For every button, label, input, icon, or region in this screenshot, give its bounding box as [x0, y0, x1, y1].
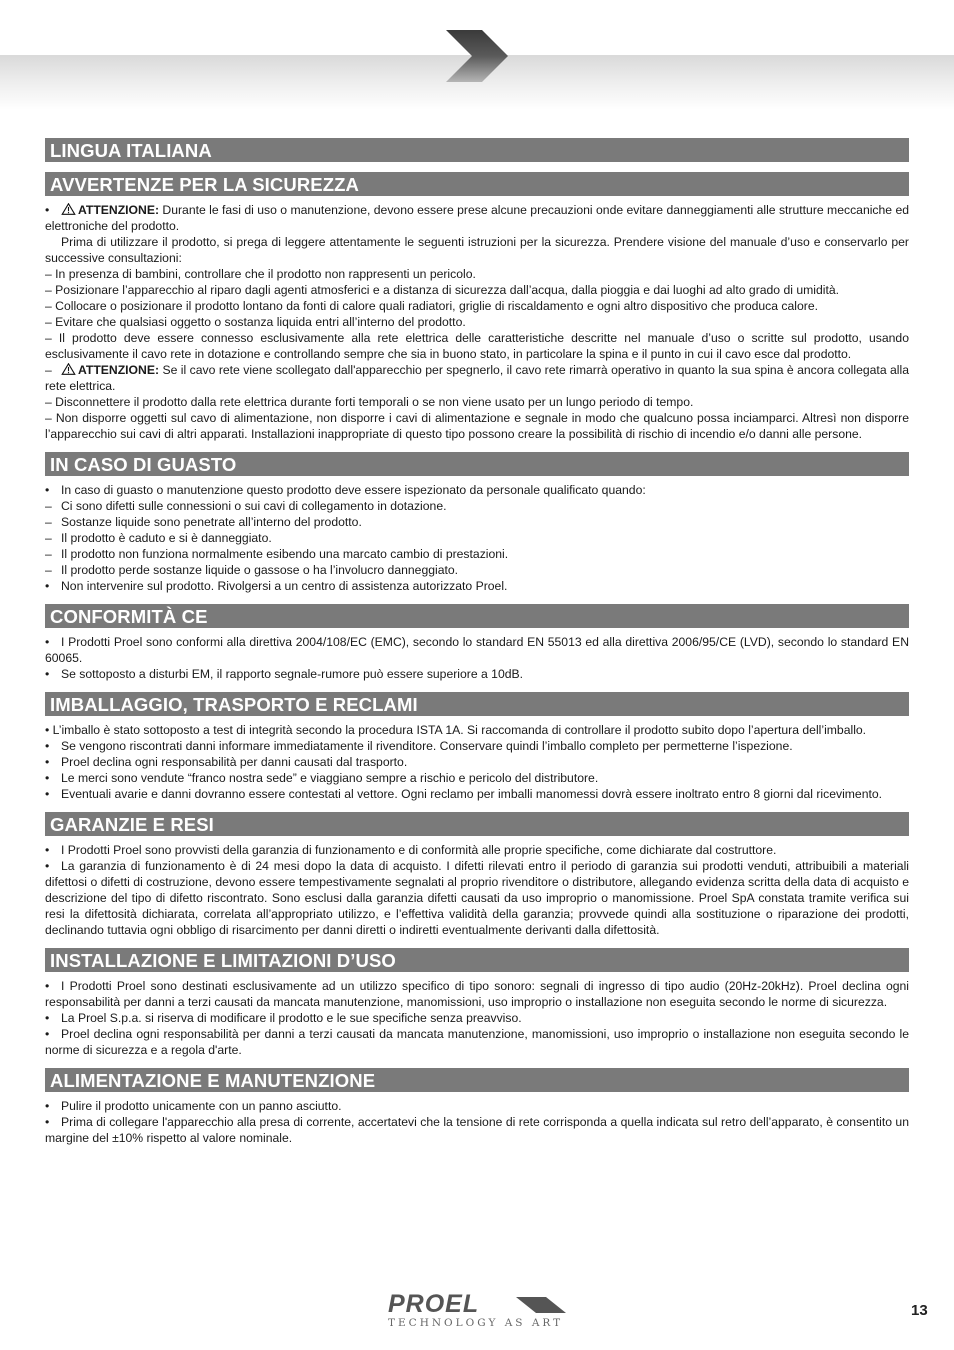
- list-item: • Pulire il prodotto unicamente con un panno asciutto.: [45, 1099, 342, 1113]
- list-item: • I Prodotti Proel sono destinati esclusivamente ad un utilizzo specifico di tipo sonoro: segnali di ingresso di tipo audio (20Hz-20kHz). Proel declina ogni responsabilità per danni a terzi causati da mancata manutenzione, manomissioni, uso improprio o installazione non eseguita secondo le norme di sicurezza.: [45, 979, 909, 1009]
- list-item: – Il prodotto perde sostanze liquide o gassose o ha l’involucro danneggiato.: [45, 563, 459, 577]
- list-item: • Proel declina ogni responsabilità per danni a terzi causati da mancata manutenzione, manomissioni, uso improprio o installazione non eseguita secondo le norme di sicurezza e a regola d'arte.: [45, 1027, 909, 1057]
- section-header-guasto: IN CASO DI GUASTO: [45, 452, 909, 476]
- logo-swoosh-icon: [516, 1295, 568, 1315]
- list-item: – Ci sono difetti sulle connessioni o sui cavi di collegamento in dotazione.: [45, 499, 447, 513]
- warning-icon: [61, 203, 76, 215]
- attenzione-paragraph: • ATTENZIONE: Durante le fasi di uso o manutenzione, devono essere prese alcune precauzioni onde evitare danneggiamenti alle strutture meccaniche ed elettroniche del prodotto.: [45, 203, 910, 233]
- list-item: • La Proel S.p.a. si riserva di modificare il prodotto e le sue specifiche senza preavviso.: [45, 1011, 522, 1025]
- list-item: – Non disporre oggetti sul cavo di alimentazione, non disporre i cavi di alimentazione e segnale in modo che qualcuno possa inciamparci. Altresì non disporre l’apparecchio sui cavi di altri apparati. Installazioni inappropriate di questo tipo possono creare la possibilità di rischio di incendio e/o danni alle persone.: [45, 411, 909, 441]
- section-header-alimentazione: ALIMENTAZIONE E MANUTENZIONE: [45, 1068, 909, 1092]
- list-item: • I Prodotti Proel sono conformi alla direttiva 2004/108/EC (EMC), secondo lo standard EN 55013 ed alla direttiva 2006/95/CE (LVD), secondo lo standard EN 60065.: [45, 635, 909, 665]
- garanzie-list: [45, 842, 909, 938]
- section-header-conformita: CONFORMITÀ CE: [45, 604, 909, 628]
- list-item: • In caso di guasto o manutenzione questo prodotto deve essere ispezionato da personale qualificato quando:: [45, 483, 646, 497]
- list-item: – Il prodotto è caduto e si è danneggiato.: [45, 531, 272, 545]
- list-item: – Posizionare l’apparecchio al riparo dagli agenti atmosferici e a distanza di sicurezza dall’acqua, dalla pioggia e dai luoghi ad alto grado di umidità.: [45, 283, 840, 297]
- list-item: • La garanzia di funzionamento è di 24 mesi dopo la data di acquisto. I difetti rilevati entro il periodo di garanzia sui prodotti venduti, attribuibili a materiali difettosi o difetti di costruzione, devono essere tempestivamente segnalati al proprio rivenditore o distributore, allegando evidenza scritta della data di acquisto e descrizione del tipo di difetto riscontrato. Sono esclusi dalla garanzia difetti causati da uso improprio o manomissione. Proel SpA constata tramite verifica sui resi la difettosità dichiarata, correlata all’appropriato utilizzo, e l’effettiva validità della garanzia; provvede quindi alla sostituzione o riparazione dei prodotti, declinando tuttavia ogni obbligo di risarcimento per danni diretti o indiretti eventualmente derivanti dalla difettosità.: [45, 859, 909, 937]
- list-item: • Se sottoposto a disturbi EM, il rapporto segnale-rumore può essere superiore a 10dB.: [45, 667, 524, 681]
- list-item: • Le merci sono vendute “franco nostra sede” e viaggiano sempre a rischio e pericolo del distributore.: [45, 771, 599, 785]
- list-item: – Sostanze liquide sono penetrate all’interno del prodotto.: [45, 515, 362, 529]
- imballaggio-list: [45, 722, 909, 802]
- list-item: – Disconnettere il prodotto dalla rete elettrica durante forti temporali o se non viene usato per un lungo periodo di tempo.: [45, 395, 694, 409]
- warning-icon: [61, 363, 76, 375]
- chevron-right-icon: [444, 28, 510, 84]
- list-item: • L’imballo è stato sottoposto a test di integrità secondo la procedura ISTA 1A. Si raccomanda di controllare il prodotto subito dopo l’apertura dell’imballo.: [45, 723, 867, 737]
- installazione-list: [45, 978, 909, 1058]
- list-item: • Prima di collegare l'apparecchio alla presa di corrente, accertatevi che la tensione di rete corrisponda a quella indicata sul retro dell’apparato, è consentito un margine del ±10% rispetto al valore nominale.: [45, 1115, 909, 1145]
- section-header-installazione: INSTALLAZIONE E LIMITAZIONI D’USO: [45, 948, 909, 972]
- intro-paragraph: Prima di utilizzare il prodotto, si prega di leggere attentamente le seguenti istruzioni per la sicurezza. Prendere visione del manuale d’uso e conservarlo per successive consultazioni:: [45, 235, 909, 265]
- section-header-sicurezza: AVVERTENZE PER LA SICUREZZA: [45, 172, 909, 196]
- list-item: – Evitare che qualsiasi oggetto o sostanza liquida entri all’interno del prodotto.: [45, 315, 466, 329]
- list-item: – Il prodotto deve essere connesso esclusivamente alla rete elettrica delle caratteristiche descritte nel manuale d’uso o scritte sul prodotto, usando esclusivamente il cavo rete in dotazione e controllando sempre che sia in buono stato, in particolare la spina e il punto in cui il cavo esce dal prodotto.: [45, 331, 909, 361]
- attenzione-paragraph: – ATTENZIONE: Se il cavo rete viene scollegato dall'apparecchio per spegnerlo, il cavo rete rimarrà operativo in quanto la sua spina è ancora collegata alla rete elettrica.: [45, 363, 909, 393]
- section-header-imballaggio: IMBALLAGGIO, TRASPORTO E RECLAMI: [45, 692, 909, 716]
- list-item: • Eventuali avarie e danni dovranno essere contestati al vettore. Ogni reclamo per imballi manomessi dovrà essere inoltrato entro 8 giorni dal ricevimento.: [45, 787, 883, 801]
- alimentazione-list: [45, 1098, 909, 1146]
- sicurezza-body: [45, 202, 909, 442]
- manual-content: [45, 138, 909, 1146]
- list-item: – In presenza di bambini, controllare che il prodotto non rappresenti un pericolo.: [45, 267, 476, 281]
- list-item: – Il prodotto non funziona normalmente esibendo una marcato cambio di prestazioni.: [45, 547, 509, 561]
- list-item: • Non intervenire sul prodotto. Rivolgersi a un centro di assistenza autorizzato Proel.: [45, 579, 508, 593]
- logo-wordmark: PROEL: [388, 1290, 480, 1318]
- logo-tagline: TECHNOLOGY AS ART: [388, 1317, 564, 1329]
- list-item: • Se vengono riscontrati danni informare immediatamente il rivenditore. Conservare quindi l’imballo completo per permetterne l’ispezione.: [45, 739, 793, 753]
- list-item: • Proel declina ogni responsabilità per danni causati dal trasporto.: [45, 755, 408, 769]
- list-item: • I Prodotti Proel sono provvisti della garanzia di funzionamento e di conformità alle proprie specifiche, come dichiarate dal costruttore.: [45, 843, 777, 857]
- section-header-lingua: LINGUA ITALIANA: [45, 138, 909, 162]
- guasto-list: [45, 482, 909, 594]
- page-number: 13: [911, 1302, 928, 1319]
- conformita-list: [45, 634, 909, 682]
- section-header-garanzie: GARANZIE E RESI: [45, 812, 909, 836]
- list-item: – Collocare o posizionare il prodotto lontano da fonti di calore quali radiatori, griglie di riscaldamento e ogni altro dispositivo che produca calore.: [45, 299, 818, 313]
- proel-logo: [386, 1290, 570, 1334]
